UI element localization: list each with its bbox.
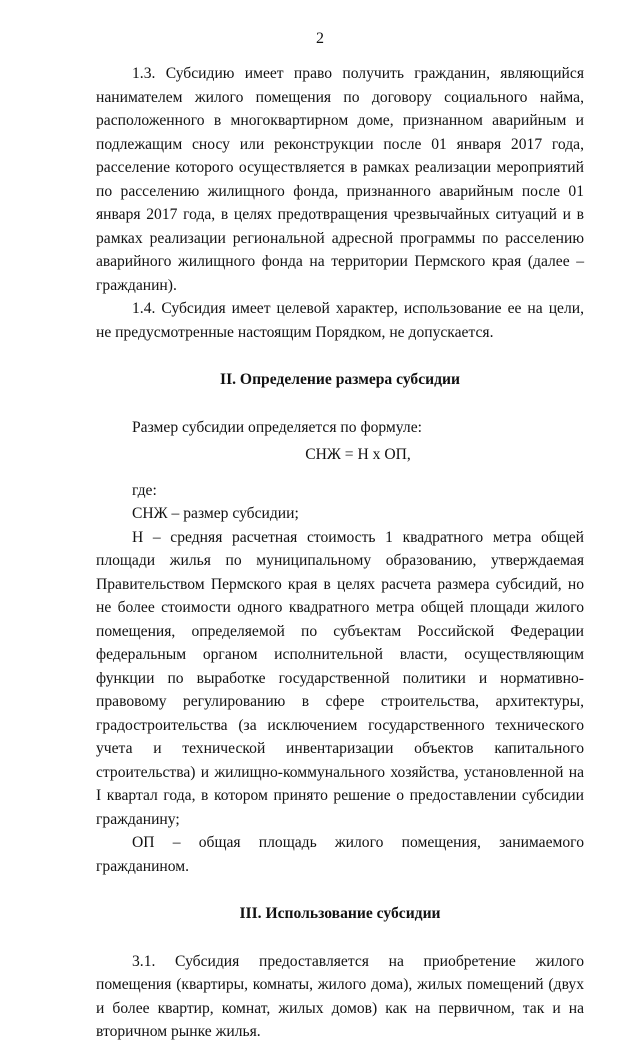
formula-intro: Размер субсидии определяется по формуле: (132, 418, 422, 436)
paragraph-1-4: 1.4. Субсидия имеет целевой характер, использование ее на цели, не предусмотренные настоящим Порядком, не допускается. (96, 300, 584, 341)
definition-snzh: СНЖ – размер субсидии; (132, 505, 299, 522)
section-2-heading: II. Определение размера субсидии (220, 371, 460, 388)
paragraph-3-1: 3.1. Субсидия предоставляется на приобретение жилого помещения (квартиры, комнаты, жилого дома), жилых помещений (двух и более квартир, комнат, жилых домов) как на первичном, так и на вторичном рынке жилья. (96, 952, 584, 1040)
formula: СНЖ = Н х ОП, (305, 446, 411, 463)
formula-where: где: (132, 481, 157, 499)
document-body (96, 62, 584, 1044)
definition-n: Н – средняя расчетная стоимость 1 квадратного метра общей площади жилья по муниципальному образованию, утверждаемая Правительством Пермского края в целях расчета размера субсидий, но не более стоимости одного квадратного метра общей площади жилого помещения, определяемой по субъектам Российской Федерации федеральным органом исполнительной власти, осуществляющим функции по выработке государственной политики и нормативно-правовому регулированию в сфере строительства, архитектуры, градостроительства (за исключением государственного технического учета и технической инвентаризации объектов капитального строительства) и жилищно-коммунального хозяйства, установленной на I квартал года, в котором принято решение о предоставлении субсидии гражданину; (96, 528, 584, 828)
paragraph-1-3: 1.3. Субсидию имеет право получить гражданин, являющийся нанимателем жилого помещения по договору социального найма, расположенного в многоквартирном доме, признанном аварийным и подлежащим сносу или реконструкции после 01 января 2017 года, расселение которого осуществляется в рамках реализации мероприятий по расселению жилищного фонда, признанного аварийным после 01 января 2017 года, в целях предотвращения чрезвычайных ситуаций и в рамках реализации региональной адресной программы по расселению аварийного жилищного фонда на территории Пермского края (далее – гражданин). (96, 65, 584, 294)
definition-op: ОП – общая площадь жилого помещения, занимаемого гражданином. (96, 834, 584, 875)
section-3-heading: III. Использование субсидии (239, 905, 441, 922)
page-number: 2 (316, 30, 324, 47)
